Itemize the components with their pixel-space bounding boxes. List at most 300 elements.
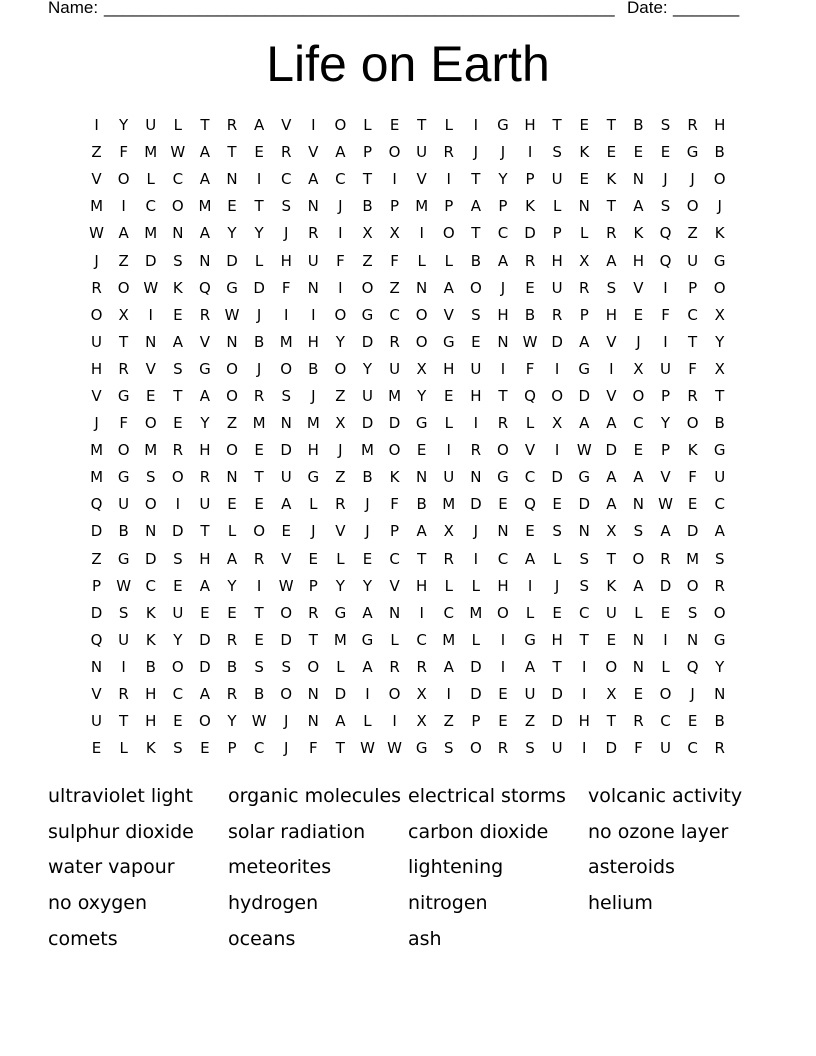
grid-letter: H <box>497 305 509 324</box>
grid-letter: R <box>714 739 725 758</box>
grid-row <box>83 708 735 735</box>
grid-letter: I <box>500 657 506 676</box>
grid-letter: Z <box>443 712 454 731</box>
grid-letter: O <box>442 224 455 243</box>
grid-letter: T <box>254 603 264 622</box>
grid-letter: T <box>606 712 616 731</box>
grid-letter: R <box>687 386 698 405</box>
grid-letter: T <box>200 116 210 135</box>
grid-letter: F <box>390 251 399 270</box>
grid-letter: D <box>144 549 157 568</box>
grid-letter: J <box>500 143 506 162</box>
grid-letter: G <box>307 468 320 487</box>
grid-letter: A <box>443 278 454 297</box>
grid-letter: H <box>307 441 319 460</box>
grid-letter: I <box>473 549 479 568</box>
grid-letter: F <box>281 278 291 297</box>
grid-letter: C <box>145 576 156 595</box>
grid-letter: I <box>582 657 587 676</box>
grid-letter: A <box>253 116 265 135</box>
grid-letter: A <box>606 468 617 487</box>
word-list-item: ultraviolet light <box>48 784 193 807</box>
grid-letter: A <box>524 549 536 568</box>
grid-letter: K <box>579 143 590 162</box>
grid-letter: T <box>173 386 183 405</box>
grid-letter: D <box>551 685 563 704</box>
grid-letter: F <box>390 495 399 514</box>
grid-letter: O <box>713 278 726 297</box>
grid-letter: N <box>199 251 211 270</box>
grid-letter: G <box>524 630 536 649</box>
grid-letter: W <box>278 576 294 595</box>
grid-letter: F <box>661 305 670 324</box>
grid-letter: M <box>279 332 293 351</box>
grid-letter: S <box>660 116 671 135</box>
grid-letter: Q <box>524 495 536 514</box>
grid-letter: U <box>551 739 563 758</box>
grid-letter: Z <box>226 414 238 433</box>
grid-letter: W <box>170 143 186 162</box>
grid-letter: X <box>362 224 373 243</box>
grid-letter: S <box>173 549 183 568</box>
grid-letter: O <box>659 685 672 704</box>
grid-letter: A <box>633 576 644 595</box>
grid-letter: I <box>663 630 668 649</box>
date-blank-line: _______ <box>673 0 740 17</box>
grid-letter: Y <box>335 332 345 351</box>
grid-letter: G <box>686 143 699 162</box>
word-list-item: organic molecules <box>228 784 402 807</box>
grid-row <box>83 356 735 383</box>
grid-letter: C <box>389 549 400 568</box>
grid-letter: M <box>442 630 456 649</box>
grid-letter: H <box>443 359 455 378</box>
grid-letter: Z <box>362 251 373 270</box>
grid-letter: T <box>552 657 562 676</box>
grid-letter: U <box>91 712 103 731</box>
grid-letter: T <box>308 630 318 649</box>
grid-letter: O <box>90 305 103 324</box>
grid-letter: S <box>633 522 644 541</box>
grid-letter: E <box>633 143 644 162</box>
grid-letter: S <box>579 549 589 568</box>
grid-letter: S <box>552 522 562 541</box>
grid-letter: E <box>471 332 481 351</box>
word-list-item: helium <box>588 891 653 914</box>
grid-letter: O <box>469 739 482 758</box>
grid-letter: R <box>606 224 617 243</box>
grid-letter: X <box>335 414 346 433</box>
grid-letter: D <box>90 522 103 541</box>
grid-letter: T <box>606 116 616 135</box>
grid-letter: D <box>280 630 292 649</box>
grid-row <box>83 437 735 464</box>
grid-letter: J <box>663 170 668 189</box>
grid-letter: J <box>473 143 479 162</box>
grid-letter: D <box>199 657 211 676</box>
grid-letter: R <box>551 305 563 324</box>
grid-letter: G <box>199 359 211 378</box>
grid-letter: P <box>525 170 535 189</box>
grid-letter: F <box>308 739 318 758</box>
grid-letter: Y <box>715 332 725 351</box>
grid-letter: V <box>91 685 102 704</box>
grid-letter: R <box>524 251 536 270</box>
grid-letter: O <box>388 143 401 162</box>
grid-letter: J <box>311 386 316 405</box>
grid-letter: Y <box>417 386 427 405</box>
word-list-item: no ozone layer <box>588 820 729 843</box>
grid-letter: R <box>579 278 590 297</box>
grid-letter: A <box>362 603 373 622</box>
grid-letter: L <box>471 630 481 649</box>
grid-letter: E <box>444 386 454 405</box>
grid-letter: N <box>686 630 699 649</box>
grid-letter: L <box>336 657 345 676</box>
grid-letter: U <box>551 278 563 297</box>
grid-letter: O <box>253 522 266 541</box>
grid-letter: R <box>226 630 238 649</box>
grid-letter: R <box>118 359 129 378</box>
grid-letter: U <box>172 603 184 622</box>
grid-letter: D <box>90 603 103 622</box>
grid-letter: O <box>551 386 564 405</box>
grid-letter: G <box>442 332 455 351</box>
grid-letter: L <box>525 414 535 433</box>
grid-letter: F <box>336 251 345 270</box>
grid-letter: D <box>144 251 157 270</box>
grid-letter: N <box>632 657 645 676</box>
grid-letter: J <box>256 359 262 378</box>
grid-letter: Z <box>91 143 102 162</box>
grid-letter: E <box>552 603 562 622</box>
grid-letter: G <box>578 468 591 487</box>
word-list-row <box>48 814 768 850</box>
grid-letter: E <box>173 414 183 433</box>
grid-letter: R <box>335 495 346 514</box>
grid-letter: N <box>632 630 645 649</box>
grid-letter: I <box>609 359 614 378</box>
grid-letter: D <box>578 495 591 514</box>
grid-letter: R <box>416 657 427 676</box>
grid-letter: H <box>714 116 726 135</box>
word-list-item: comets <box>48 927 118 950</box>
grid-letter: U <box>660 359 671 378</box>
word-list-item: solar radiation <box>228 820 366 843</box>
grid-letter: L <box>363 712 372 731</box>
grid-letter: W <box>251 712 267 731</box>
grid-letter: O <box>415 305 428 324</box>
grid-letter: E <box>660 603 671 622</box>
grid-letter: O <box>144 495 157 514</box>
grid-letter: G <box>361 630 374 649</box>
grid-letter: E <box>579 116 589 135</box>
grid-letter: B <box>362 197 373 216</box>
grid-letter: L <box>661 657 670 676</box>
grid-letter: T <box>119 712 129 731</box>
grid-letter: O <box>334 305 347 324</box>
grid-letter: X <box>416 359 427 378</box>
grid-letter: J <box>283 224 289 243</box>
grid-letter: K <box>389 468 400 487</box>
grid-letter: O <box>334 116 347 135</box>
grid-letter: G <box>578 359 591 378</box>
grid-letter: L <box>417 251 426 270</box>
grid-letter: S <box>118 603 129 622</box>
grid-letter: N <box>307 712 319 731</box>
grid-letter: J <box>554 576 560 595</box>
word-list-item: sulphur dioxide <box>48 820 194 843</box>
grid-letter: O <box>117 441 130 460</box>
grid-letter: E <box>579 170 589 189</box>
grid-letter: O <box>469 278 482 297</box>
grid-letter: E <box>91 739 102 758</box>
grid-letter: F <box>119 143 128 162</box>
grid-letter: M <box>144 224 158 243</box>
grid-letter: I <box>554 441 560 460</box>
grid-letter: E <box>145 386 156 405</box>
grid-letter: G <box>117 549 130 568</box>
grid-letter: X <box>416 712 427 731</box>
grid-letter: O <box>171 197 184 216</box>
grid-letter: X <box>443 522 454 541</box>
grid-letter: L <box>119 739 128 758</box>
word-list-item: oceans <box>228 927 296 950</box>
grid-letter: D <box>524 224 536 243</box>
grid-letter: I <box>446 685 451 704</box>
grid-letter: L <box>363 116 372 135</box>
grid-letter: A <box>660 522 671 541</box>
grid-letter: I <box>311 305 316 324</box>
grid-row <box>83 275 735 302</box>
grid-letter: B <box>118 522 129 541</box>
grid-letter: O <box>144 414 157 433</box>
grid-letter: O <box>171 468 184 487</box>
grid-letter: T <box>227 143 237 162</box>
word-list <box>48 778 768 956</box>
grid-letter: P <box>552 224 562 243</box>
grid-letter: A <box>524 657 536 676</box>
grid-letter: A <box>606 495 617 514</box>
grid-letter: D <box>470 657 482 676</box>
grid-letter: O <box>361 278 374 297</box>
grid-letter: T <box>715 386 725 405</box>
grid-letter: M <box>90 197 104 216</box>
grid-letter: M <box>252 414 266 433</box>
grid-letter: N <box>226 170 238 189</box>
grid-letter: L <box>254 251 264 270</box>
grid-letter: D <box>551 332 563 351</box>
grid-letter: E <box>525 522 535 541</box>
grid-letter: S <box>281 197 291 216</box>
grid-letter: I <box>175 495 181 514</box>
grid-letter: R <box>714 576 725 595</box>
grid-letter: Q <box>199 278 211 297</box>
grid-letter: H <box>199 441 211 460</box>
grid-letter: J <box>256 305 262 324</box>
grid-letter: R <box>687 116 698 135</box>
grid-letter: A <box>308 170 319 189</box>
grid-letter: U <box>443 468 455 487</box>
grid-letter: V <box>389 576 400 595</box>
grid-letter: D <box>361 414 374 433</box>
grid-letter: G <box>226 278 238 297</box>
grid-letter: S <box>525 739 535 758</box>
grid-letter: E <box>606 630 617 649</box>
grid-letter: E <box>389 116 400 135</box>
grid-letter: L <box>552 197 562 216</box>
grid-letter: X <box>606 685 617 704</box>
grid-letter: E <box>227 495 237 514</box>
grid-letter: I <box>338 224 343 243</box>
grid-letter: E <box>687 712 698 731</box>
grid-letter: C <box>416 630 427 649</box>
grid-letter: T <box>606 197 616 216</box>
grid-row <box>83 573 735 600</box>
grid-letter: V <box>524 441 536 460</box>
grid-letter: U <box>280 468 292 487</box>
grid-letter: H <box>632 251 645 270</box>
grid-letter: N <box>416 468 428 487</box>
grid-letter: L <box>634 603 643 622</box>
grid-letter: J <box>94 414 99 433</box>
grid-letter: O <box>605 657 618 676</box>
grid-letter: V <box>335 522 346 541</box>
grid-letter: E <box>498 685 508 704</box>
grid-letter: R <box>443 143 454 162</box>
grid-letter: D <box>605 739 618 758</box>
grid-letter: A <box>633 197 644 216</box>
grid-letter: C <box>633 414 644 433</box>
grid-letter: V <box>443 305 454 324</box>
grid-letter: D <box>470 495 482 514</box>
grid-letter: E <box>416 441 427 460</box>
grid-letter: X <box>416 685 427 704</box>
grid-letter: P <box>227 739 237 758</box>
grid-row <box>83 329 735 356</box>
grid-letter: O <box>117 278 130 297</box>
grid-letter: C <box>253 739 265 758</box>
grid-letter: O <box>280 685 293 704</box>
grid-letter: H <box>605 305 617 324</box>
grid-letter: J <box>690 170 695 189</box>
grid-letter: N <box>388 603 401 622</box>
grid-letter: R <box>308 224 319 243</box>
grid-letter: G <box>334 603 347 622</box>
grid-letter: P <box>308 576 318 595</box>
grid-letter: D <box>172 522 184 541</box>
grid-row <box>83 518 735 545</box>
grid-row <box>83 627 735 654</box>
grid-row <box>83 491 735 518</box>
grid-letter: H <box>524 116 536 135</box>
grid-letter: X <box>118 305 129 324</box>
grid-letter: T <box>552 116 562 135</box>
grid-letter: V <box>281 549 292 568</box>
grid-letter: N <box>632 495 645 514</box>
grid-letter: G <box>713 630 726 649</box>
grid-letter: S <box>254 657 264 676</box>
grid-letter: M <box>361 441 374 460</box>
grid-letter: N <box>172 224 184 243</box>
grid-letter: Y <box>119 116 129 135</box>
grid-letter: S <box>714 549 725 568</box>
grid-letter: I <box>311 116 316 135</box>
grid-letter: H <box>90 359 103 378</box>
grid-letter: V <box>199 332 211 351</box>
grid-letter: C <box>497 224 509 243</box>
grid-letter: S <box>606 278 617 297</box>
grid-letter: R <box>308 603 319 622</box>
grid-letter: V <box>308 143 319 162</box>
grid-letter: U <box>91 332 103 351</box>
grid-letter: H <box>416 576 428 595</box>
grid-letter: I <box>283 305 289 324</box>
grid-letter: U <box>361 386 373 405</box>
grid-letter: Y <box>362 576 373 595</box>
grid-letter: C <box>497 549 509 568</box>
grid-letter: H <box>280 251 292 270</box>
grid-letter: T <box>417 116 427 135</box>
grid-letter: W <box>224 305 240 324</box>
grid-letter: U <box>470 359 482 378</box>
word-list-item: carbon dioxide <box>408 820 549 843</box>
grid-letter: A <box>633 468 644 487</box>
grid-row <box>83 410 735 437</box>
grid-letter: K <box>606 170 617 189</box>
grid-letter: Y <box>362 359 373 378</box>
grid-letter: I <box>94 116 99 135</box>
grid-letter: N <box>307 278 319 297</box>
grid-letter: Z <box>335 386 346 405</box>
grid-letter: O <box>334 359 347 378</box>
grid-letter: R <box>199 468 211 487</box>
grid-letter: Y <box>227 576 237 595</box>
grid-letter: E <box>552 495 562 514</box>
grid-letter: M <box>198 197 212 216</box>
grid-letter: C <box>145 197 156 216</box>
grid-letter: A <box>199 386 211 405</box>
grid-letter: N <box>416 278 428 297</box>
grid-letter: V <box>91 386 102 405</box>
grid-letter: U <box>687 251 699 270</box>
grid-letter: S <box>281 386 291 405</box>
grid-letter: O <box>280 359 293 378</box>
grid-letter: C <box>714 495 725 514</box>
grid-letter: V <box>281 116 292 135</box>
grid-letter: Y <box>254 224 264 243</box>
grid-letter: F <box>688 359 697 378</box>
grid-letter: O <box>713 170 726 189</box>
grid-letter: S <box>471 305 481 324</box>
grid-letter: H <box>578 712 590 731</box>
grid-letter: Y <box>173 630 183 649</box>
grid-letter: I <box>554 359 560 378</box>
grid-letter: V <box>606 332 617 351</box>
grid-letter: A <box>497 251 509 270</box>
grid-letter: J <box>473 522 479 541</box>
word-list-item: nitrogen <box>408 891 488 914</box>
word-list-item: volcanic activity <box>588 784 743 807</box>
grid-letter: R <box>91 278 102 297</box>
grid-letter: K <box>525 197 535 216</box>
grid-letter: L <box>552 549 562 568</box>
word-list-item: lightening <box>408 856 504 879</box>
grid-letter: O <box>280 603 293 622</box>
grid-row <box>83 247 735 274</box>
word-list-row <box>48 921 768 957</box>
grid-letter: D <box>686 522 699 541</box>
